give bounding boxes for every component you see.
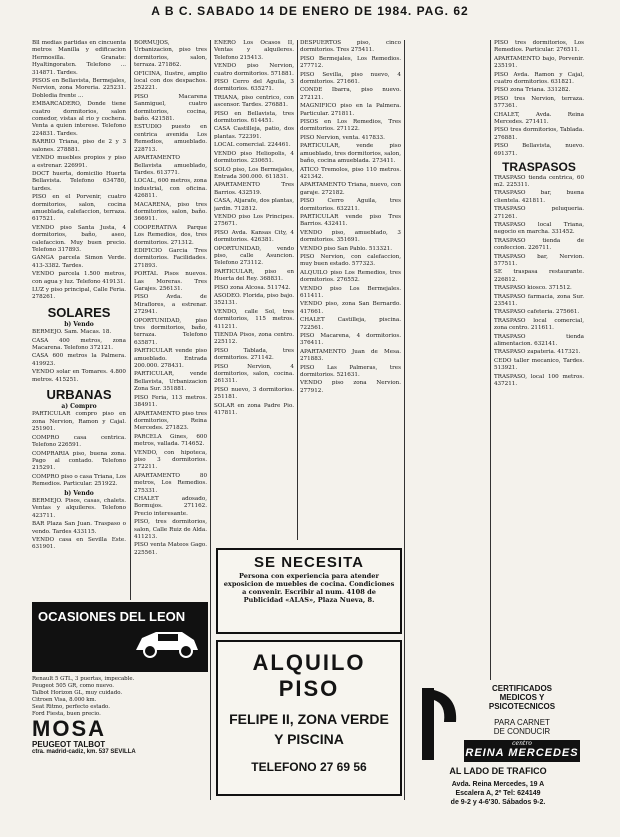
classified-ad: PISO Cerro del Aguila, 3 dormitorios. 635271. — [214, 79, 294, 93]
classified-ad: PISOS en Los Remedios, Tres dormitorios. 271122. — [300, 119, 401, 133]
classified-ad: DOCT huerta, domicilio Huerta Bellavista. Telefono 634780, tardes. — [32, 170, 126, 192]
alquilo-line3: FELIPE II, ZONA VERDE — [229, 711, 389, 727]
ocasiones-list — [32, 676, 208, 718]
classified-ad: PISO Las Palmeras, tres dormitorios. 521631. — [300, 364, 401, 379]
classified-ad: TRASPASO tienda alimentacion. 632141. — [494, 333, 584, 348]
classified-ad: PISOS en Bellavista, Bermejales, Nervion, zona Moreria. 225231. Dobledia frente ... — [32, 78, 126, 99]
alquilo-telephone: TELEFONO 27 69 56 — [251, 760, 367, 774]
cert-line: CERTIFICADOS — [492, 684, 552, 693]
alquilo-line1: ALQUILO — [252, 650, 366, 675]
classified-ad: PISO Nervion, venta. 417833. — [300, 134, 385, 141]
classified-ad: TRASPASO bar, buena clientela. 421811. — [494, 190, 584, 204]
classified-ad: CEDO taller mecanico, Tardes. 513921. — [494, 357, 584, 372]
classified-ad: BARRIO Triana, piso de 2 y 3 salones. 278881. — [32, 139, 126, 153]
reina-address — [412, 780, 584, 807]
classified-ad: TRASPASO zapateria. 417321. — [494, 349, 581, 356]
classified-ad: MAGNIFICO piso en la Palmera. Particular. 271811. — [300, 103, 401, 117]
classified-ad: PARTICULAR, vende piso amueblado, tres dormitorios, salon, baño, cocina amueblada. 273411. — [300, 143, 401, 165]
classified-ad: VENDO piso Nervion, cuatro dormitorios. 571881. — [214, 63, 294, 77]
classified-ad: CONDE Ibarra, piso nuevo. 272121. — [300, 87, 401, 101]
classified-ad: APARTAMENTO Triana, nuevo, con garaje. 272182. — [300, 182, 401, 196]
classified-ad: TIENDA Pisos, zona centro. 225112. — [214, 332, 294, 346]
classified-ad: CHALET adosado, Bormujos. 271162. Precio interesante. — [134, 495, 207, 517]
classified-ad: PISO Macarena, 4 dormitorios. 376411. — [300, 333, 401, 347]
classified-ad: CASA, Aljarafe, dos plantas, jardin. 712812. — [214, 198, 294, 212]
column-rule — [210, 40, 211, 800]
classified-ad: PISO Nervion, 4 dormitorios, salon, cocina. 261311. — [214, 363, 294, 385]
classified-ad: CASA Castilleja, patio, dos plantas. 722391. — [214, 126, 294, 140]
list-item: Ford Fiesta, buen precio. — [32, 711, 101, 717]
classifieds-column-2 — [134, 40, 207, 596]
classified-ad: VENDO piso Los Bermejales. 611411. — [300, 285, 401, 299]
centro-name: REINA MERCEDES — [465, 747, 579, 759]
classified-ad: PISO Sevilla, piso nuevo, 4 dormitorios. 271661. — [300, 71, 401, 86]
classified-ad: TRIANA, piso centrico, con ascensor. Tardes. 276881. — [214, 94, 294, 109]
classified-ad: APARTAMENTO Juan de Mesa. 271883. — [300, 348, 401, 363]
classified-ad: VENDO piso Los Principes. 275671. — [214, 213, 294, 228]
classified-ad: VENDO solar en Tomares. 4.800 metros. 415251. — [32, 369, 126, 383]
classified-ad: PISO Nervion, con calefaccion, muy buen estado. 577323. — [300, 253, 401, 268]
para-line: PARA CARNET — [494, 718, 550, 727]
classified-ad: COMPRO casa centrica. Telefono 226591. — [32, 434, 126, 449]
classified-ad: PISO tres dormitorios, Tablada. 276881. — [494, 127, 584, 141]
centro-banner — [464, 740, 580, 762]
page-header: A B C. SABADO 14 DE ENERO DE 1984. PAG. 62 — [151, 4, 469, 18]
section-heading-urbanas: URBANAS — [46, 387, 112, 403]
reina-mercedes-ad — [412, 680, 584, 808]
classified-ad: CASA 600 metros la Palmera. 419923. — [32, 353, 126, 367]
classified-ad: PISO zona Triana. 331282. — [494, 87, 571, 94]
classified-ad: TRASPASO cafeteria. 275661. — [494, 309, 580, 316]
classified-ad: PISO Cerro Aguila, tres dormitorios. 632211. — [300, 198, 401, 212]
classifieds-column-4 — [300, 40, 401, 540]
classified-ad: PARTICULAR, piso en Huerta del Rey. 368831. — [214, 268, 294, 283]
cert-line: PSICOTECNICOS — [488, 702, 556, 711]
classified-ad: CASA 400 metros, zona Macarena. Telefono 372121. — [32, 337, 126, 352]
classified-ad: PISO Bermejales, Los Remedios. 277712. — [300, 55, 401, 70]
classified-ad: PISO zona Alcosa. 511742. — [214, 284, 291, 291]
classified-ad: TRASPASO local Triana, negocio en marcha. 331452. — [494, 221, 584, 236]
centro-logo-icon — [418, 686, 460, 762]
classified-ad: COMPRO piso o casa Triana, Los Remedios. Particular. 251922. — [32, 473, 126, 488]
column-rule — [130, 40, 131, 600]
classified-ad: PISO venta Mateos Gago. 225561. — [134, 542, 207, 556]
classified-ad: PARTICULAR compro piso en zona Nervion, Ramon y Cajal. 251901. — [32, 411, 126, 433]
list-item: Citroen Visa, 8.000 km. — [32, 697, 97, 703]
classified-ad: TRASPASO tienda de confeccion. 226711. — [494, 237, 584, 252]
classified-ad: PARTICULAR vende piso amueblado. Entrada 200.000. 278431. — [134, 348, 207, 370]
classified-ad: VENDO muebles propios y piso a estrenar. 226991. — [32, 155, 126, 169]
centro-label: centro — [512, 740, 532, 747]
list-item: Seat Ritmo, perfecto estado. — [32, 704, 110, 710]
classified-ad: EMBARCADERO, Donde tiene cuatro dormitorios, salon comedor, vistas al rio y cochera. Venta a quien interese. Telefono 224831. Tardes. — [32, 101, 126, 137]
car-icon — [132, 620, 202, 660]
list-item: Talbot Horizon GL, muy cuidado. — [32, 690, 123, 696]
classified-ad: PISO en el Porvenir, cuatro dormitorios, salon, cocina amueblada, calefaccion, terraza. 617521. — [32, 194, 126, 223]
se-necesita-title: SE NECESITA — [254, 554, 364, 571]
classified-ad: LUZ y piso principal, Calle Feria. 278261. — [32, 287, 126, 301]
classified-ad: MACARENA, piso tres dormitorios, salon, baño. 366911. — [134, 201, 207, 223]
classified-ad: PISO Bellavista, nuevo. 691371. — [494, 143, 584, 157]
classified-ad: PISO en Bellavista, tres dormitorios. 614451. — [214, 110, 294, 125]
classified-ad: PORTAL Pisos nuevos. Las Moreras. Tres Garajes. 256131. — [134, 271, 207, 292]
classified-ad: TRASPASO local comercial, zona centro. 211611. — [494, 317, 584, 332]
classified-ad: VENDO piso Heliopolis, 4 dormitorios. 230651. — [214, 150, 294, 165]
classified-ad: TRASPASO farmacia, zona Sur. 235411. — [494, 293, 584, 307]
classified-ad: TRASPASO, local 100 metros. 437211. — [494, 373, 584, 388]
subsection-heading: b) Vendo — [64, 320, 94, 328]
classified-ad: OPORTUNIDAD, vendo piso, calle Asuncion. Telefono 273112. — [214, 245, 294, 267]
list-item: Renault 5 GTL, 3 puertas, impecable. — [32, 676, 135, 682]
classified-ad: COOPERATIVA Parque Los Remedios, dos, tres dormitorios. 271312. — [134, 224, 207, 246]
certificados-text — [464, 684, 580, 711]
column-rule — [490, 40, 491, 680]
mosa-logo-text: MOSA — [32, 716, 106, 741]
list-item: Peugeot 505 GR, como nuevo. — [32, 683, 114, 689]
classified-ad: PISO Avda. Kansas City, 4 dormitorios. 426381. — [214, 229, 294, 244]
classified-ad: COMPRARIA piso, buena zona. Pago al contado. Telefono 215291. — [32, 450, 126, 472]
classified-ad: ESTUDIO puesto en centrica avenida Los Remedios, amueblado. 228713. — [134, 124, 207, 153]
ocasiones-title: OCASIONES DEL LEON — [38, 609, 186, 624]
column-rule — [297, 40, 298, 540]
classified-ad: PARCELA Gines, 600 metros, vallada. 714652. — [134, 433, 207, 448]
classified-ad: PARTICULAR vende piso Tres Barrios. 432411. — [300, 213, 401, 228]
classified-ad: ENERO Los Ocasos II, Ventas y alquileres. Telefono 215413. — [214, 40, 294, 61]
classified-ad: EDIFICIO Garcia Tres dormitorios. Facilidades. 271893. — [134, 247, 207, 269]
classified-ad: VENDO, con hipoteca, piso 3 dormitorios. 272211. — [134, 449, 207, 471]
classified-ad: APARTAMENTO Tres Barrios. 432519. — [214, 182, 294, 196]
classified-ad: TRASPASO tienda centrica, 60 m2. 225311. — [494, 174, 584, 188]
classified-ad: ASODEO. Florida, piso bajo. 352131. — [214, 293, 294, 307]
classified-ad: OFICINA, Ilustre, amplio local con dos despachos. 252221. — [134, 70, 207, 92]
column-rule — [404, 40, 405, 800]
classified-ad: APARTAMENTO piso tres dormitorios, Reina Mercedes. 271823. — [134, 410, 207, 432]
mosa-address: ctra. madrid-cadiz, km. 537 SEVILLA — [32, 749, 136, 755]
se-necesita-body: Persona con experiencia para atender exposicion de muebles de cocina. Condiciones a convenir. Escribir al num. 4108 de Publicidad «ALAS», Plaza Nueva, 8. — [223, 572, 395, 604]
classified-ad: SE traspasa restaurante. 226812. — [494, 269, 584, 283]
address-line: de 9-2 y 4-6'30. Sábados 9-2. — [450, 799, 546, 806]
para-carnet-text — [464, 718, 580, 736]
classifieds-column-5 — [494, 40, 584, 676]
address-line: Avda. Reina Mercedes, 19 A — [451, 781, 545, 788]
classified-ad: LOCAL comercial. 224461. — [214, 142, 291, 149]
classified-ad: CHALET, Avda. Reina Mercedes. 271411. — [494, 111, 584, 126]
classified-ad: PARTICULAR, vende Bellavista, Urbanizacion Zona Sur. 351881. — [134, 371, 207, 393]
mosa-ad — [32, 718, 208, 755]
ocasiones-ad-banner — [32, 602, 208, 672]
classified-ad: PISO tres Nervion, terraza. 577361. — [494, 95, 584, 110]
classified-ad: PISO Macarena Sanmiguel, cuatro dormitorios, cocina, baño. 421581. — [134, 93, 207, 123]
classified-ad: APARTAMENTO Bellavista amueblado, Tardes. 613771. — [134, 155, 207, 176]
classified-ad: PISO Avda. de Miraflores, a estrenar. 272941. — [134, 294, 207, 316]
classified-ad: Bll medias partidas en cincuenta metros Manilla y edificacion Hermosilla. Granate: Hyaltingoraten. Telefono ... 314871. Tardes. — [32, 40, 126, 76]
classified-ad: VENDO casa en Sevilla Este. 631901. — [32, 536, 126, 551]
classified-ad: ATICO Tremolos, piso 110 metros. 421342. — [300, 166, 401, 180]
classified-ad: DESPUERTOS piso, cinco dormitorios. Tres 275411. — [300, 40, 401, 54]
classified-ad: BAR Plaza San Juan. Traspaso o vendo. Tardes 433115. — [32, 521, 126, 535]
classified-ad: TRASPASO bar, Nervion. 577511. — [494, 253, 584, 267]
address-line: Escalera A, 2º Tel: 624149 — [455, 790, 541, 797]
alquilo-line2: PISO — [278, 676, 340, 701]
classified-ad: SOLAR en zona Padre Pio. 417811. — [214, 402, 294, 417]
mosa-brand: PEUGEOT TALBOT — [32, 740, 106, 749]
al-lado-text: AL LADO DE TRAFICO — [449, 766, 547, 776]
classified-ad: OPORTUNIDAD, piso tres dormitorios, baño, terraza. Telefono 635871. — [134, 317, 207, 346]
cert-line: MEDICOS Y — [499, 693, 545, 702]
classified-ad: VENDO piso San Pablo. 513321. — [300, 245, 392, 252]
se-necesita-ad — [216, 548, 402, 634]
classified-ad: PISO Feria, 113 metros. 384911. — [134, 394, 207, 409]
classified-ad: VENDO parcela 1.500 metros, con agua y luz. Telefono 419131. — [32, 271, 126, 285]
classifieds-column-1 — [32, 40, 126, 596]
section-heading-solares: SOLARES — [47, 304, 111, 320]
classifieds-column-3 — [214, 40, 294, 540]
classified-ad: CHALET Castilleja, piscina. 722561. — [300, 317, 401, 331]
classified-ad: PISO, tres dormitorios, salon, Calle Ruiz de Alda. 411213. — [134, 519, 207, 540]
classified-ad: LOCAL, 600 metros, zona industrial, con oficina. 426811. — [134, 178, 207, 200]
classified-ad: PISO tres dormitorios, Los Remedios. Particular. 276511. — [494, 40, 584, 54]
classified-ad: TRASPASO peluqueria. 271261. — [494, 206, 584, 220]
classified-ad: TRASPASO kiosco. 371512. — [494, 285, 572, 292]
classified-ad: SOLO piso, Los Bermejales, Entrada 300.000. 611831. — [214, 166, 294, 180]
classified-ad: BERMEJO. Pisos, casas, chalets. Ventas y alquileres. Telefono 423711. — [32, 497, 126, 519]
classified-ad: VENDO piso Santa Justa, 4 dormitorios, baño, aseo, calefaccion. Muy buen precio. Telefono 317893. — [32, 224, 126, 253]
classified-ad: VENDO, calle Sol, tres dormitorios, 115 metros. 411211. — [214, 308, 294, 330]
classified-ad: ALQUILO piso Los Remedios, tres dormitorios. 276552. — [300, 269, 401, 284]
classified-ad: VENDO piso zona Nervion. 277912. — [300, 380, 401, 394]
classified-ad: BORMUJOS, Urbanizacion, piso tres dormitorios, salon, terraza. 271862. — [134, 40, 207, 69]
classified-ad: PISO Tablada, tres dormitorios. 271142. — [214, 347, 294, 362]
classified-ad: APARTAMENTO bajo, Porvenir. 235191. — [494, 55, 584, 70]
classified-ad: GANGA parcela Simon Verde. 413-3382. Tardes. — [32, 255, 126, 269]
subsection-heading: a) Compro — [61, 403, 97, 411]
classified-ad: VENDO piso, zona San Bernardo. 417661. — [300, 301, 401, 315]
alquilo-piso-ad — [216, 640, 402, 796]
para-line: DE CONDUCIR — [493, 727, 551, 736]
classified-ad: VENDO piso, amueblado, 3 dormitorios. 351691. — [300, 229, 401, 244]
subsection-heading: b) Vendo — [64, 489, 94, 497]
section-heading-traspasos: TRASPASOS — [502, 160, 576, 175]
classified-ad: APARTAMENTO 80 metros, Los Remedios. 275331. — [134, 472, 207, 494]
classified-ad: PISO nuevo, 3 dormitorios. 251181. — [214, 386, 294, 401]
alquilo-line4: Y PISCINA — [274, 731, 344, 747]
classified-ad: PISO Avda. Ramon y Cajal, cuatro dormitorios. 631821. — [494, 71, 584, 86]
classified-ad: BERMEJO. Sam. Macas. 18. — [32, 329, 112, 336]
